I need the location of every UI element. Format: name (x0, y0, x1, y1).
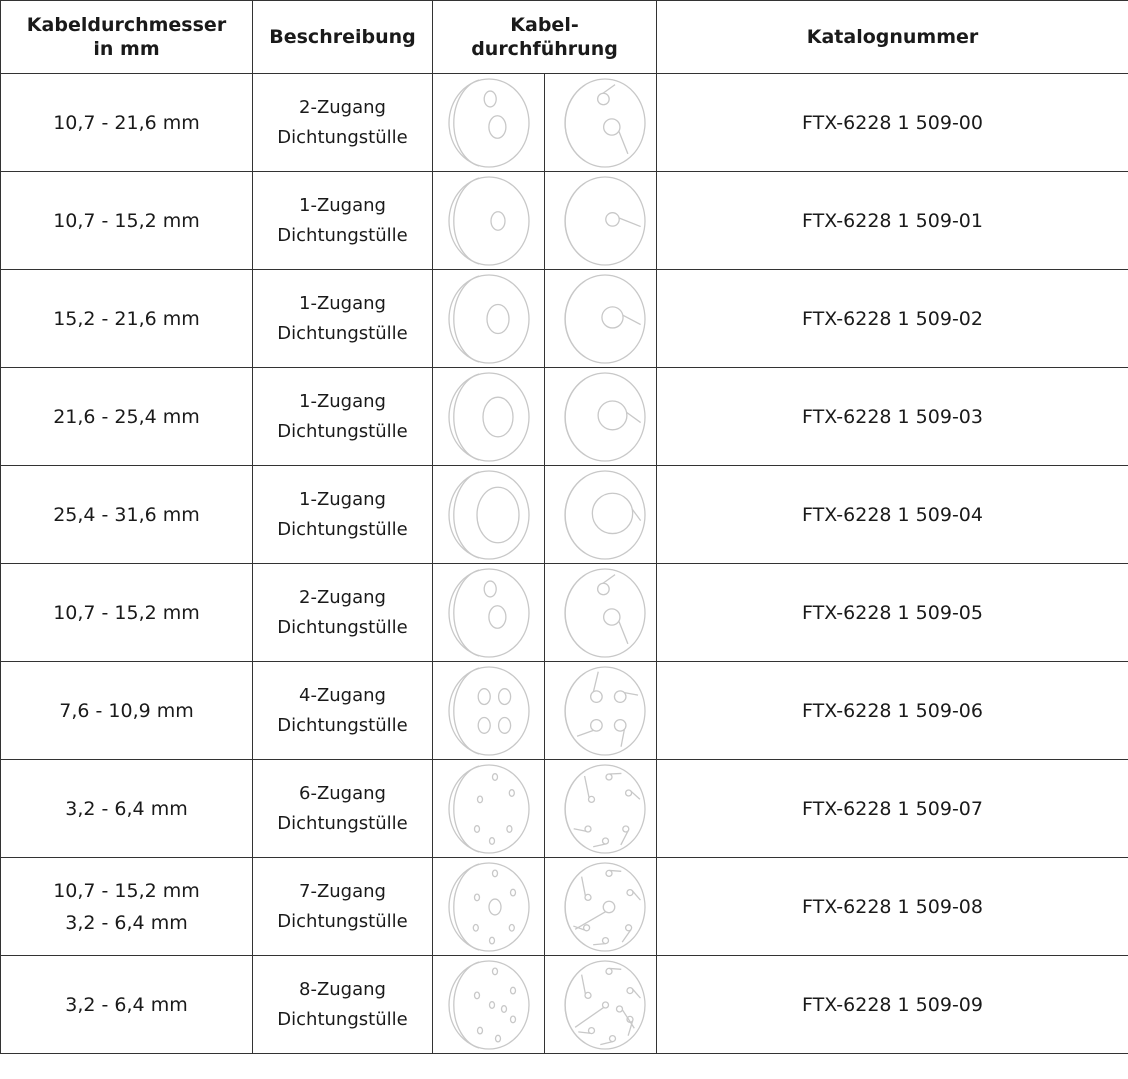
grommet-7-port-icon (437, 860, 541, 954)
grommet-back-view-cell (545, 368, 657, 466)
table-row (1, 858, 1128, 956)
grommet-front-view-cell (433, 466, 545, 564)
diameter-value: 10,7 - 15,2 mm (53, 601, 200, 624)
diameter-cell (1, 466, 253, 564)
diameter-cell (1, 662, 253, 760)
grommet-1-port-small-icon (549, 174, 653, 268)
grommet-2-port-icon (549, 76, 653, 170)
grommet-front-view-cell (433, 956, 545, 1054)
catalog-number-cell: FTX-6228 1 509-09 (657, 956, 1128, 1054)
table-row (1, 368, 1128, 466)
description-line: 1-Zugang (299, 488, 386, 510)
diameter-value: 10,7 - 15,2 mm (53, 879, 200, 902)
grommet-back-view-cell (545, 270, 657, 368)
grommet-8-port-icon (437, 958, 541, 1052)
table-row (1, 760, 1128, 858)
description-cell (253, 172, 433, 270)
diameter-cell (1, 270, 253, 368)
header-catalog: Katalognummer (657, 1, 1128, 74)
description-line: Dichtungstülle (277, 714, 408, 736)
diameter-cell (1, 564, 253, 662)
diameter-value: 21,6 - 25,4 mm (53, 405, 200, 428)
grommet-2-port-icon (549, 566, 653, 660)
header-grommet-line-2: durchführung (471, 38, 618, 60)
diameter-value: 3,2 - 6,4 mm (65, 993, 188, 1016)
grommet-4-port-icon (437, 664, 541, 758)
description-cell (253, 956, 433, 1054)
grommet-back-view-cell (545, 858, 657, 956)
diameter-value: 15,2 - 21,6 mm (53, 307, 200, 330)
grommet-1-port-large-icon (437, 370, 541, 464)
grommet-6-port-icon (549, 762, 653, 856)
table-row (1, 662, 1128, 760)
description-cell (253, 858, 433, 956)
table-row (1, 564, 1128, 662)
grommet-front-view-cell (433, 368, 545, 466)
grommet-back-view-cell (545, 466, 657, 564)
grommet-back-view-cell (545, 956, 657, 1054)
diameter-value: 3,2 - 6,4 mm (65, 911, 188, 934)
diameter-cell (1, 956, 253, 1054)
catalog-number-cell: FTX-6228 1 509-00 (657, 74, 1128, 172)
grommet-front-view-cell (433, 564, 545, 662)
catalog-number-cell: FTX-6228 1 509-01 (657, 172, 1128, 270)
header-diameter (1, 1, 253, 74)
catalog-number-cell: FTX-6228 1 509-07 (657, 760, 1128, 858)
catalog-number-cell: FTX-6228 1 509-02 (657, 270, 1128, 368)
description-line: 1-Zugang (299, 390, 386, 412)
grommet-back-view-cell (545, 172, 657, 270)
diameter-value: 25,4 - 31,6 mm (53, 503, 200, 526)
catalog-number-cell: FTX-6228 1 509-08 (657, 858, 1128, 956)
table-row (1, 270, 1128, 368)
grommet-1-port-xlarge-icon (437, 468, 541, 562)
table-row (1, 172, 1128, 270)
grommet-front-view-cell (433, 74, 545, 172)
description-cell (253, 564, 433, 662)
diameter-value: 10,7 - 21,6 mm (53, 111, 200, 134)
diameter-value: 7,6 - 10,9 mm (59, 699, 194, 722)
grommet-front-view-cell (433, 662, 545, 760)
grommet-front-view-cell (433, 172, 545, 270)
grommet-1-port-small-icon (437, 174, 541, 268)
grommet-1-port-medium-icon (437, 272, 541, 366)
description-line: 7-Zugang (299, 880, 386, 902)
description-cell (253, 74, 433, 172)
description-line: 4-Zugang (299, 684, 386, 706)
table-row (1, 466, 1128, 564)
diameter-cell (1, 368, 253, 466)
description-cell (253, 368, 433, 466)
header-diameter-line-1: Kabeldurchmesser (26, 14, 227, 36)
grommet-2-port-icon (437, 76, 541, 170)
grommet-6-port-icon (437, 762, 541, 856)
catalog-number-cell: FTX-6228 1 509-04 (657, 466, 1128, 564)
catalog-number-cell: FTX-6228 1 509-03 (657, 368, 1128, 466)
grommet-back-view-cell (545, 760, 657, 858)
grommet-front-view-cell (433, 270, 545, 368)
description-line: Dichtungstülle (277, 1008, 408, 1030)
description-line: Dichtungstülle (277, 224, 408, 246)
description-cell (253, 662, 433, 760)
diameter-cell (1, 172, 253, 270)
description-line: Dichtungstülle (277, 126, 408, 148)
table-row (1, 74, 1128, 172)
grommet-7-port-icon (549, 860, 653, 954)
grommet-back-view-cell (545, 662, 657, 760)
grommet-1-port-xlarge-icon (549, 468, 653, 562)
diameter-cell (1, 760, 253, 858)
description-line: Dichtungstülle (277, 420, 408, 442)
description-line: Dichtungstülle (277, 910, 408, 932)
grommet-4-port-icon (549, 664, 653, 758)
grommet-1-port-medium-icon (549, 272, 653, 366)
description-line: 1-Zugang (299, 194, 386, 216)
table-header-row (1, 1, 1128, 74)
header-grommet (433, 1, 657, 74)
catalog-number-cell: FTX-6228 1 509-05 (657, 564, 1128, 662)
description-cell (253, 760, 433, 858)
description-line: Dichtungstülle (277, 322, 408, 344)
description-cell (253, 466, 433, 564)
description-line: Dichtungstülle (277, 616, 408, 638)
grommet-back-view-cell (545, 74, 657, 172)
description-line: 1-Zugang (299, 292, 386, 314)
catalog-number-cell: FTX-6228 1 509-06 (657, 662, 1128, 760)
grommet-8-port-icon (549, 958, 653, 1052)
header-description: Beschreibung (253, 1, 433, 74)
description-line: 6-Zugang (299, 782, 386, 804)
description-line: 8-Zugang (299, 978, 386, 1000)
grommet-2-port-icon (437, 566, 541, 660)
grommet-1-port-large-icon (549, 370, 653, 464)
diameter-cell (1, 74, 253, 172)
diameter-cell (1, 858, 253, 956)
description-cell (253, 270, 433, 368)
description-line: 2-Zugang (299, 586, 386, 608)
description-line: Dichtungstülle (277, 812, 408, 834)
grommet-front-view-cell (433, 858, 545, 956)
header-grommet-line-1: Kabel- (510, 14, 579, 36)
description-line: Dichtungstülle (277, 518, 408, 540)
diameter-value: 3,2 - 6,4 mm (65, 797, 188, 820)
description-line: 2-Zugang (299, 96, 386, 118)
grommet-front-view-cell (433, 760, 545, 858)
header-diameter-line-2: in mm (93, 38, 160, 60)
grommet-back-view-cell (545, 564, 657, 662)
table-row (1, 956, 1128, 1054)
diameter-value: 10,7 - 15,2 mm (53, 209, 200, 232)
